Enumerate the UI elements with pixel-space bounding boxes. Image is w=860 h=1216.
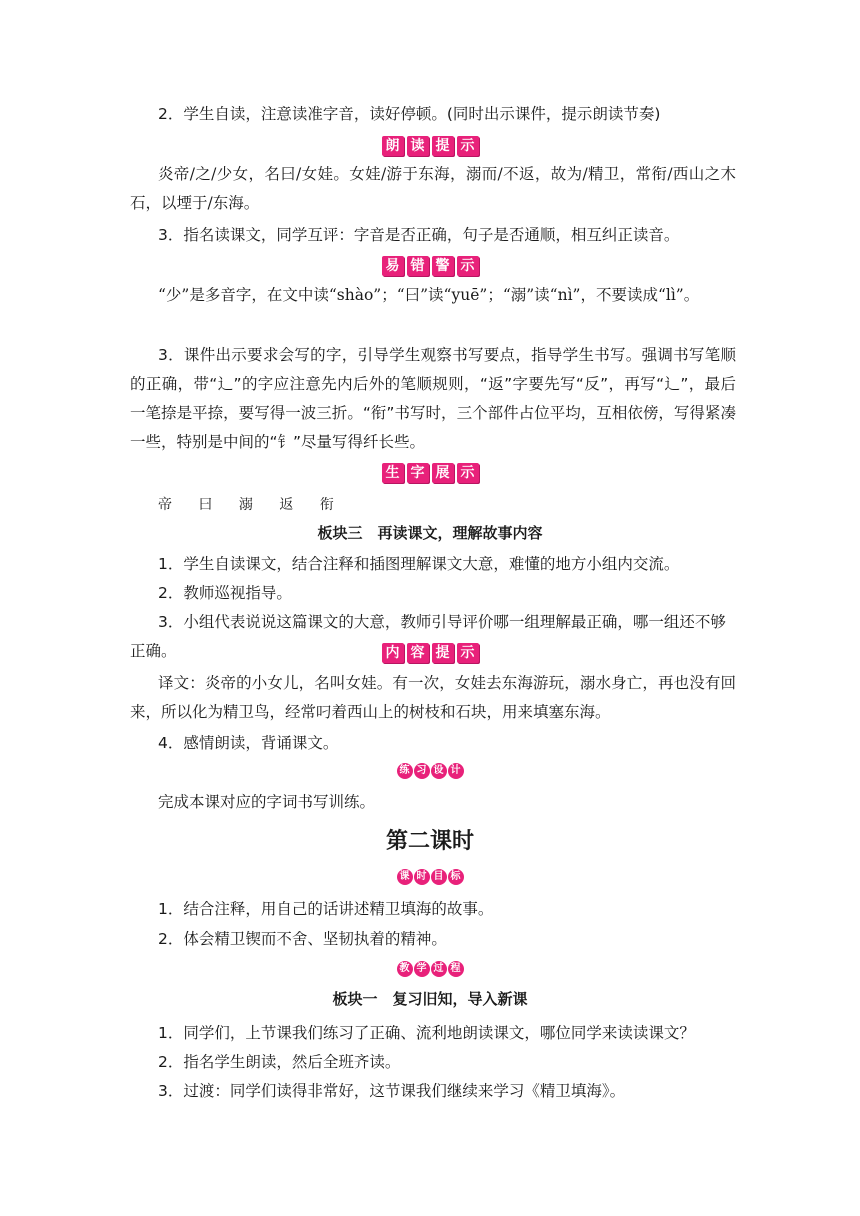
badge-char: 标 xyxy=(448,869,464,885)
badge-char: 计 xyxy=(448,763,464,779)
character: 曰 xyxy=(198,497,213,513)
badge-char: 过 xyxy=(431,961,447,977)
badge-teaching-process xyxy=(0,961,860,977)
paragraph-teacher-guide: 2．教师巡视指导。 xyxy=(158,584,292,602)
character: 帝 xyxy=(158,497,172,513)
badge-char: 朗 xyxy=(382,136,404,156)
badge-reading-tip xyxy=(0,136,860,156)
badge-char: 示 xyxy=(457,463,479,483)
paragraph-goal-1: 1．结合注释，用自己的话讲述精卫填海的故事。 xyxy=(158,900,494,918)
section-heading-part1: 板块一 复习旧知，导入新课 xyxy=(332,990,528,1008)
section-heading-part3: 板块三 再读课文，理解故事内容 xyxy=(317,524,543,542)
badge-char: 展 xyxy=(432,463,454,483)
badge-error-warning xyxy=(0,256,860,276)
paragraph-peer-review: 3．指名读课文，同学互评：字音是否正确，句子是否通顺，相互纠正读音。 xyxy=(158,226,680,244)
character: 返 xyxy=(279,497,294,513)
badge-char: 程 xyxy=(448,961,464,977)
new-characters-list xyxy=(158,494,356,514)
badge-char: 字 xyxy=(407,463,429,483)
paragraph-review-question: 1．同学们，上节课我们练习了正确、流利地朗读课文，哪位同学来读读课文？ xyxy=(158,1024,695,1042)
badge-char: 提 xyxy=(432,136,454,156)
paragraph-group-summary: 3．小组代表说说这篇课文的大意，教师引导评价哪一组理解最正确，哪一组还不够正确。 xyxy=(130,613,726,660)
badge-char-display xyxy=(0,463,860,483)
lesson-title: 第二课时 xyxy=(385,829,474,854)
badge-char: 时 xyxy=(414,869,430,885)
badge-char: 练 xyxy=(397,763,413,779)
badge-char: 错 xyxy=(407,256,429,276)
paragraph-transition: 3．过渡：同学们读得非常好，这节课我们继续来学习《精卫填海》。 xyxy=(158,1082,626,1100)
badge-char: 容 xyxy=(407,643,429,663)
badge-char: 目 xyxy=(431,869,447,885)
character: 衔 xyxy=(319,497,334,513)
badge-char: 示 xyxy=(457,136,479,156)
badge-char: 读 xyxy=(407,136,429,156)
badge-char: 示 xyxy=(457,643,479,663)
paragraph-recite: 4．感情朗读，背诵课文。 xyxy=(158,734,339,752)
badge-practice-design xyxy=(0,763,860,779)
badge-content-tip xyxy=(0,643,860,663)
badge-char: 习 xyxy=(414,763,430,779)
paragraph-reading-instruction: 2．学生自读，注意读准字音，读好停顿。(同时出示课件，提示朗读节奏) xyxy=(158,105,661,123)
badge-char: 课 xyxy=(397,869,413,885)
paragraph-self-read: 1．学生自读课文，结合注释和插图理解课文大意，难懂的地方小组内交流。 xyxy=(158,555,680,573)
badge-lesson-goals xyxy=(0,869,860,885)
paragraph-reading-rhythm: 炎帝/之/少女，名曰/女娃。女娃/游于东海，溺而/不返，故为/精卫，常衔/西山之木石，以堙于/东海。 xyxy=(130,165,736,212)
badge-char: 学 xyxy=(414,961,430,977)
paragraph-goal-2: 2．体会精卫锲而不舍、坚韧执着的精神。 xyxy=(158,930,447,948)
badge-char: 设 xyxy=(431,763,447,779)
badge-char: 警 xyxy=(432,256,454,276)
paragraph-practice-task: 完成本课对应的字词书写训练。 xyxy=(158,793,376,811)
paragraph-writing-guidance: 3．课件出示要求会写的字，引导学生观察书写要点，指导学生书写。强调书写笔顺的正确，带“辶”的字应注意先内后外的笔顺规则，“返”字要先写“反”，再写“辶”，最后一笔捺是平捺，要写得一波三折。“衔”书写时，三个部件占位平均，互相依傍，写得紧凑一些，特别是中间的“钅”尽量写得纤长些。 xyxy=(130,346,736,451)
badge-char: 提 xyxy=(432,643,454,663)
badge-char: 教 xyxy=(397,961,413,977)
paragraph-read-aloud: 2．指名学生朗读，然后全班齐读。 xyxy=(158,1053,401,1071)
paragraph-translation: 译文：炎帝的小女儿，名叫女娃。有一次，女娃去东海游玩，溺水身亡，再也没有回来，所以化为精卫鸟，经常叼着西山上的树枝和石块，用来填塞东海。 xyxy=(130,674,736,721)
badge-char: 生 xyxy=(382,463,404,483)
paragraph-pronunciation-note: “少”是多音字，在文中读“shào”；“曰”读“yuē”；“溺”读“nì”，不要读成“lì”。 xyxy=(158,286,700,304)
badge-char: 示 xyxy=(457,256,479,276)
badge-char: 内 xyxy=(382,643,404,663)
character: 溺 xyxy=(238,497,253,513)
badge-char: 易 xyxy=(382,256,404,276)
